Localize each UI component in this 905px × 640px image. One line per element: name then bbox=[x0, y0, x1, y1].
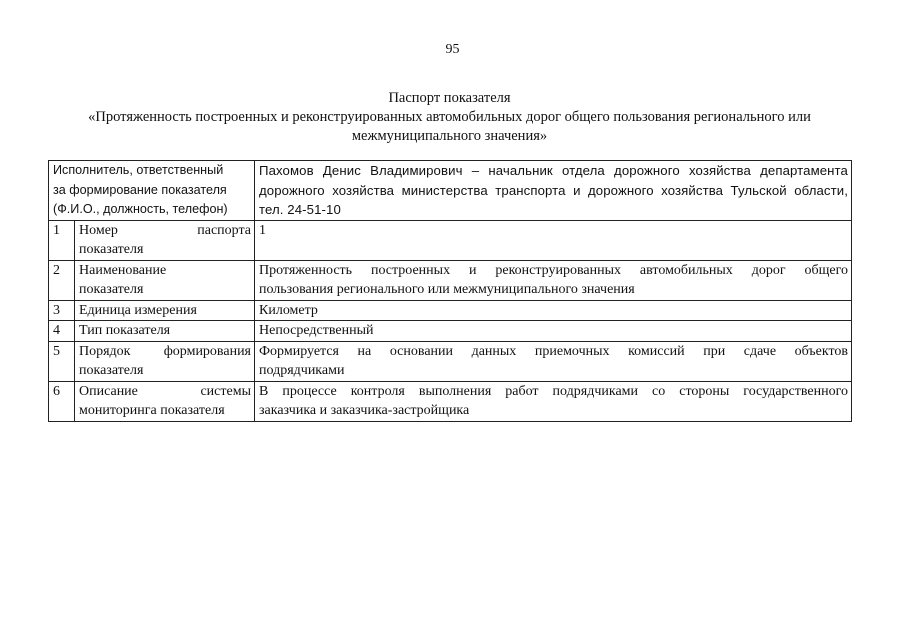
responsible-label-cell bbox=[49, 161, 255, 221]
row-label-line: Единица измерения bbox=[79, 302, 197, 318]
table-row bbox=[49, 220, 852, 260]
row-value-line: Протяженность построенных и реконструированных автомобильных дорог общего bbox=[259, 262, 848, 278]
row-value-line: пользования регионального или межмуниципального значения bbox=[259, 282, 635, 297]
title-line-2: «Протяженность построенных и реконструированных автомобильных дорог общего пользования регионального или bbox=[88, 109, 811, 125]
row-number: 5 bbox=[49, 341, 75, 381]
row-value-line: Километр bbox=[259, 302, 318, 318]
responsible-label-line: за формирование показателя bbox=[53, 182, 227, 197]
row-label-line: Порядок формирования bbox=[79, 343, 251, 359]
row-value bbox=[255, 381, 852, 421]
row-value bbox=[255, 260, 852, 300]
row-value-line: В процессе контроля выполнения работ подрядчиками со стороны государственного bbox=[259, 383, 848, 399]
row-value bbox=[255, 321, 852, 342]
title-line-1: Паспорт показателя bbox=[388, 90, 511, 106]
row-number: 4 bbox=[49, 321, 75, 342]
responsible-value-line: Пахомов Денис Владимирович – начальник отдела дорожного хозяйства департамента bbox=[259, 163, 848, 178]
row-label-line: Описание системы bbox=[79, 383, 251, 399]
responsible-label-line: Исполнитель, ответственный bbox=[53, 163, 224, 177]
row-label bbox=[75, 321, 255, 342]
row-value bbox=[255, 220, 852, 260]
table-row bbox=[49, 300, 852, 321]
indicator-passport-table bbox=[48, 160, 852, 422]
row-number: 6 bbox=[49, 381, 75, 421]
row-number: 1 bbox=[49, 220, 75, 260]
page-number: 95 bbox=[445, 42, 460, 57]
row-label bbox=[75, 260, 255, 300]
row-label bbox=[75, 381, 255, 421]
row-value-line: Формируется на основании данных приемочных комиссий при сдаче объектов bbox=[259, 343, 848, 359]
row-label bbox=[75, 341, 255, 381]
responsible-label-line: (Ф.И.О., должность, телефон) bbox=[53, 202, 228, 216]
row-label-line: показателя bbox=[79, 242, 144, 257]
row-label-line: показателя bbox=[79, 363, 144, 378]
row-label-line: Наименование bbox=[79, 262, 167, 278]
row-label-line: Тип показателя bbox=[79, 323, 171, 338]
row-value bbox=[255, 300, 852, 321]
responsible-value-line: дорожного хозяйства министерства транспорта и дорожного хозяйства Тульской области, bbox=[259, 182, 848, 198]
row-value bbox=[255, 341, 852, 381]
row-value-line: заказчика и заказчика-застройщика bbox=[259, 403, 470, 418]
row-label bbox=[75, 220, 255, 260]
document-title bbox=[48, 89, 851, 146]
row-number: 3 bbox=[49, 300, 75, 321]
row-value-line: 1 bbox=[259, 222, 266, 238]
table-row bbox=[49, 341, 852, 381]
row-label-line: мониторинга показателя bbox=[79, 403, 225, 418]
title-line-3: межмуниципального значения» bbox=[351, 128, 548, 144]
table-row bbox=[49, 381, 852, 421]
responsible-value-cell bbox=[255, 161, 852, 221]
row-value-line: Непосредственный bbox=[259, 323, 374, 338]
row-label bbox=[75, 300, 255, 321]
responsible-value-line: тел. 24-51-10 bbox=[259, 202, 341, 217]
row-label-line: показателя bbox=[79, 282, 144, 297]
table-row-responsible bbox=[49, 161, 852, 221]
table-row bbox=[49, 321, 852, 342]
row-label-line: Номер паспорта bbox=[79, 222, 251, 238]
table-row bbox=[49, 260, 852, 300]
row-number: 2 bbox=[49, 260, 75, 300]
row-value-line: подрядчиками bbox=[259, 363, 345, 378]
